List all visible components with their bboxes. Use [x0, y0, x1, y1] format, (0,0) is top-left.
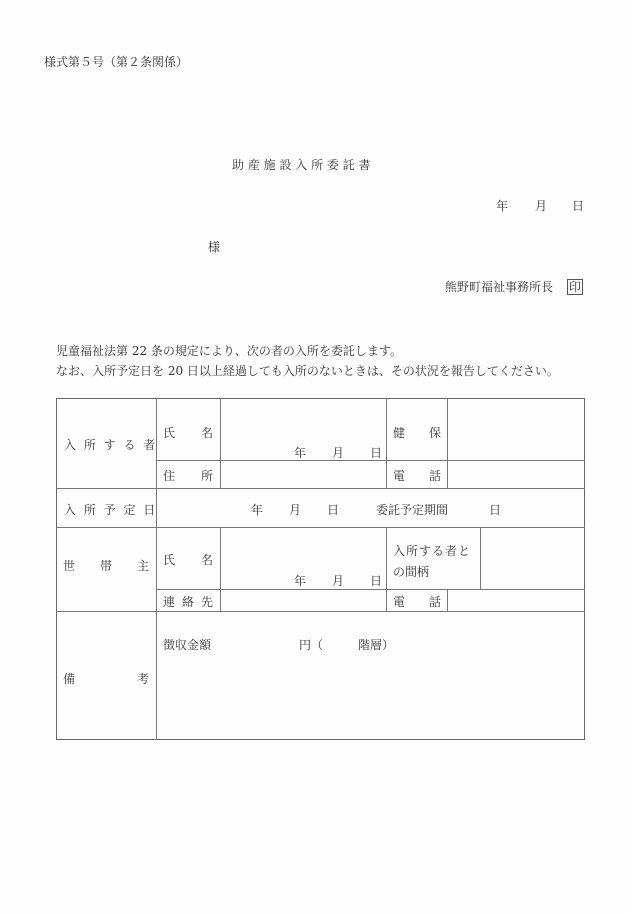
remarks-field[interactable] [157, 612, 584, 739]
form-number: 様式第５号（第２条関係） [44, 55, 189, 69]
label-char: 所 [200, 469, 213, 483]
birth-year: 年 [294, 446, 307, 460]
insurance-field[interactable] [448, 399, 584, 460]
entrant-address-field[interactable] [221, 461, 386, 488]
body-line-1: 児童福祉法第 22 条の規定により、次の者の入所を委託します。 [56, 344, 402, 358]
relation-field[interactable] [481, 528, 584, 589]
label-char: 先 [200, 595, 213, 609]
label-char: 主 [136, 559, 149, 573]
body-line-2: なお、入所予定日を 20 日以上経過しても入所のないときは、その状況を報告してください。 [56, 364, 559, 378]
date-day: 日 [572, 199, 585, 213]
household-phone-label [393, 593, 441, 610]
entrant-phone-label [393, 467, 441, 484]
admission-date-label: 入 所 予 定 日 [64, 503, 158, 517]
entrant-name-label [163, 424, 213, 441]
label-char: 備 [63, 672, 76, 686]
label-char: 電 [393, 595, 406, 609]
label-char: 氏 [163, 426, 176, 440]
birth-month: 月 [332, 446, 345, 460]
period-label: 委託予定期間 [376, 503, 449, 517]
label-char: 話 [428, 469, 441, 483]
label-char: 健 [393, 426, 406, 440]
admission-day: 日 [327, 503, 340, 517]
date-year: 年 [496, 199, 509, 213]
divider [386, 398, 387, 488]
relation-label-1: 入所する者と [393, 544, 472, 558]
label-char: 考 [136, 672, 149, 686]
label-char: 話 [428, 595, 441, 609]
household-phone-field[interactable] [448, 590, 584, 611]
relation-label-2: の間柄 [393, 565, 430, 579]
birth-year: 年 [294, 574, 307, 588]
label-char: 氏 [163, 553, 176, 567]
fee-label: 徴収金額 [163, 638, 212, 652]
divider [386, 527, 387, 611]
admission-month: 月 [289, 503, 302, 517]
period-unit: 日 [489, 503, 502, 517]
divider [56, 488, 585, 489]
seal-mark: 印 [568, 280, 581, 294]
document-title: 助 産 施 設 入 所 委 託 書 [232, 158, 371, 172]
household-name-field[interactable] [221, 528, 386, 568]
label-char: 帯 [99, 559, 112, 573]
fee-yen: 円（ [299, 638, 324, 652]
label-char: 保 [428, 426, 441, 440]
entrant-phone-field[interactable] [448, 461, 584, 488]
label-char: 電 [393, 469, 406, 483]
household-name-label [163, 551, 213, 568]
household-head-label [63, 557, 149, 574]
insurance-label [393, 424, 441, 441]
label-char: 住 [163, 469, 176, 483]
issuer [445, 278, 583, 295]
label-char: 名 [200, 426, 213, 440]
label-char: 名 [200, 553, 213, 567]
label-char: 絡 [181, 595, 194, 609]
contact-field[interactable] [221, 590, 386, 611]
admission-year: 年 [251, 503, 264, 517]
birth-day: 日 [370, 574, 383, 588]
contact-label [163, 593, 213, 610]
remarks-label [63, 670, 149, 687]
label-char: 連 [163, 595, 176, 609]
birth-day: 日 [370, 446, 383, 460]
issuer-name: 熊野町福祉事務所長 [445, 280, 554, 294]
entrant-section-label: 入 所 す る 者 [64, 438, 158, 452]
birth-month: 月 [332, 574, 345, 588]
label-char: 世 [63, 559, 76, 573]
fee-tier: 階層） [358, 638, 395, 652]
date-month: 月 [535, 199, 548, 213]
addressee-suffix: 様 [208, 240, 221, 254]
entrant-name-field[interactable] [221, 399, 386, 439]
entrant-address-label [163, 467, 213, 484]
